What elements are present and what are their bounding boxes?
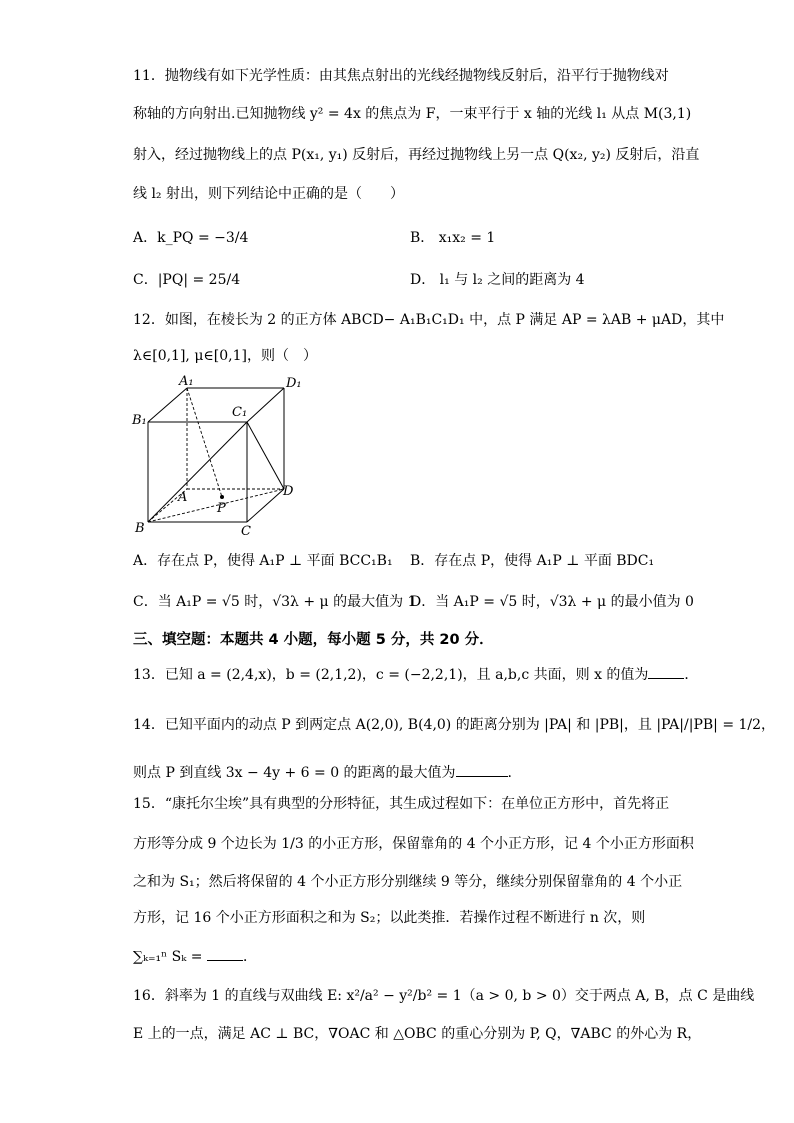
q11-option-a: A．k_PQ = −3/4: [133, 230, 249, 246]
q11-option-c: C．|PQ| = 25/4: [133, 272, 241, 288]
label-a: A: [178, 490, 188, 505]
q13-text: 13．已知 a = (2,4,x)，b = (2,1,2)，c = (−2,2,1)，且 a,b,c 共面，则 x 的值为: [133, 667, 649, 683]
q11-line-2: 称轴的方向射出.已知抛物线 y² = 4x 的焦点为 F，一束平行于 x 轴的光线 l₁ 从点 M(3,1): [133, 106, 692, 122]
q12-line-2: λ∈[0,1], μ∈[0,1]，则（ ）: [133, 348, 317, 364]
q13-line: [133, 664, 698, 685]
q14-line-1: 14．已知平面内的动点 P 到两定点 A(2,0), B(4,0) 的距离分别为 |PA| 和 |PB|，且 |PA|/|PB| = 1/2，: [133, 717, 776, 733]
q15-line-3: 之和为 S₁；然后将保留的 4 个小正方形分别继续 9 等分，继续分别保留靠角的 4 个小正: [133, 874, 683, 890]
q15-line-1: 15．“康托尔尘埃”具有典型的分形特征，其生成过程如下：在单位正方形中，首先将正: [133, 796, 670, 812]
label-c: C: [241, 524, 251, 538]
q12-option-d: D．当 A₁P = √5 时，√3λ + μ 的最小值为 0: [410, 594, 694, 610]
label-c1: C₁: [232, 405, 248, 420]
q11-line-1: 11．抛物线有如下光学性质：由其焦点射出的光线经抛物线反射后，沿平行于抛物线对: [133, 68, 669, 84]
label-b1: B₁: [132, 413, 147, 428]
q16-line-2: E 上的一点，满足 AC ⊥ BC，∇OAC 和 △OBC 的重心分别为 P, Q，∇ABC 的外心为 R，: [133, 1026, 702, 1042]
q15-line-2: 方形等分成 9 个边长为 1/3 的小正方形，保留靠角的 4 个小正方形，记 4 个小正方形面积: [133, 836, 694, 852]
q12-option-c: C．当 A₁P = √5 时，√3λ + μ 的最大值为 1: [133, 594, 417, 610]
q14-answer-blank[interactable]: [456, 762, 508, 777]
q14-tail: .: [507, 765, 512, 781]
q15-tail: ．: [242, 949, 257, 965]
q13-answer-blank[interactable]: [648, 664, 684, 679]
q14-line-2: [133, 762, 512, 783]
label-d1: D₁: [286, 376, 302, 391]
q12-line-1: 12．如图，在棱长为 2 的正方体 ABCD− A₁B₁C₁D₁ 中，点 P 满足 AP = λAB + μAD，其中: [133, 312, 725, 328]
q12-option-b: B．存在点 P，使得 A₁P ⊥ 平面 BDC₁: [410, 553, 655, 569]
q15-line-4: 方形，记 16 个小正方形面积之和为 S₂；以此类推．若操作过程不断进行 n 次，则: [133, 910, 646, 926]
q15-sum: ∑ₖ₌₁ⁿ Sₖ =: [133, 949, 203, 965]
cube-figure: [128, 372, 308, 538]
q11-option-d: D． l₁ 与 l₂ 之间的距离为 4: [410, 272, 585, 288]
label-d: D: [283, 484, 294, 499]
q15-answer-blank[interactable]: [207, 946, 243, 961]
q15-line-5: [133, 946, 257, 967]
q12-option-a: A．存在点 P，使得 A₁P ⊥ 平面 BCC₁B₁: [133, 553, 393, 569]
q11-line-4: 线 l₂ 射出，则下列结论中正确的是（ ）: [133, 186, 404, 202]
q11-line-3: 射入，经过抛物线上的点 P(x₁, y₁) 反射后，再经过抛物线上另一点 Q(x₂, y₂) 反射后，沿直: [133, 147, 700, 163]
q11-option-b: B． x₁x₂ = 1: [410, 230, 496, 246]
label-a1: A₁: [179, 374, 194, 389]
label-b: B: [135, 521, 145, 536]
q16-line-1: 16．斜率为 1 的直线与双曲线 E: x²/a² − y²/b² = 1（a > 0, b > 0）交于两点 A, B，点 C 是曲线: [133, 988, 755, 1004]
label-p: P: [217, 501, 226, 516]
q14-text: 则点 P 到直线 3x − 4y + 6 = 0 的距离的最大值为: [133, 765, 456, 781]
q13-tail: ．: [684, 667, 699, 683]
section-header: 三、填空题：本题共 4 小题，每小题 5 分，共 20 分．: [133, 632, 494, 648]
